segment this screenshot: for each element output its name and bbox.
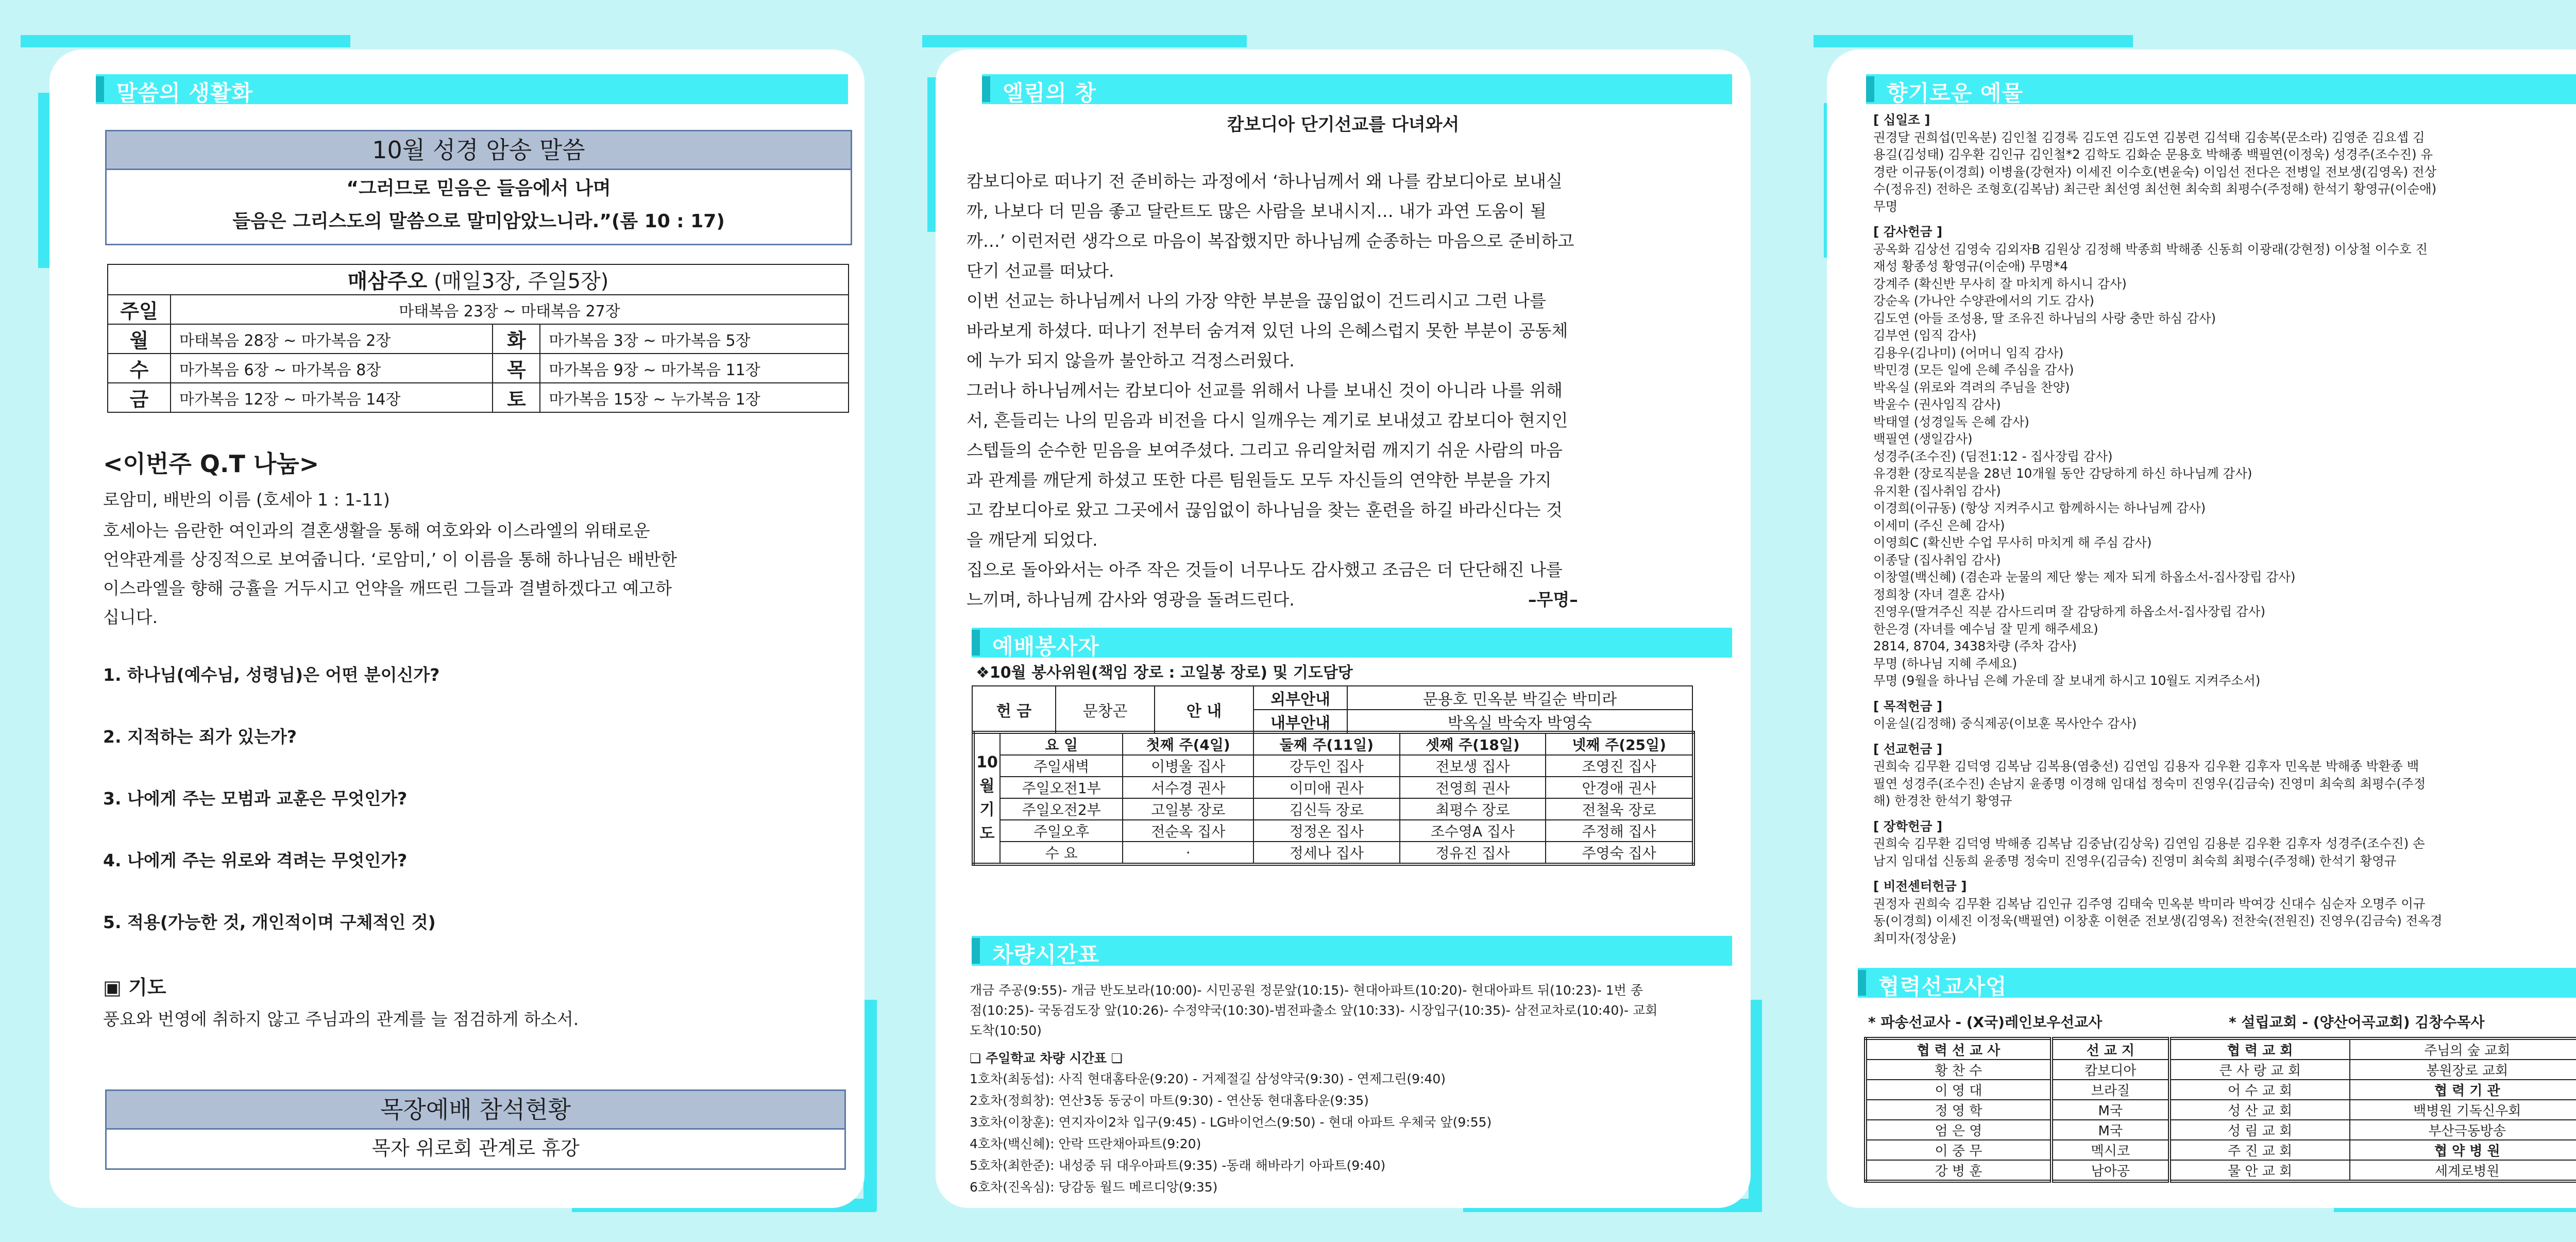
offering-name: 문창곤 — [1056, 686, 1155, 733]
day-label: 화 — [493, 324, 540, 354]
article-line: 그러나 하나님께서는 캄보디아 선교를 위해서 나를 보내신 것이 아니라 나를 위해 — [967, 380, 1563, 400]
offering-line: 정희창 (자녀 결혼 감사) — [1873, 586, 2005, 602]
memory-verse-title: 10월 성경 암송 말씀 — [107, 131, 851, 170]
section-header — [972, 628, 1732, 658]
offering-line: 성경주(조수진) (딤전1:12 - 집사장립 감사) — [1873, 448, 2113, 464]
weekly-title-note: (매일3장, 주일5장) — [433, 270, 609, 293]
offering-line: 동(이경희) 이세진 이정욱(백필연) 이창훈 이현준 전보생(김영옥) 전찬숙(전원진) 진영우(김금숙) 전옥경 — [1873, 913, 2443, 928]
reading-text: 마가복음 9장 ~ 마가복음 11장 — [540, 354, 849, 383]
offering-line: 진영우(딸겨주신 직분 감사드리며 잘 감당하게 하옵소서-집사장립 감사) — [1873, 604, 2266, 619]
section-header — [982, 74, 1732, 104]
offering-line: 무명 — [1873, 198, 1898, 214]
schedule-cell: 조수영A 집사 — [1400, 820, 1546, 842]
section-header — [1858, 968, 2576, 998]
offering-line: 경란 이규동(이경희) 이병율(강현자) 이세진 이수호(변윤숙) 이임선 전다은 전병일 전보생(김영옥) 전상 — [1873, 164, 2437, 179]
offering-line: 박민경 (모든 일에 은혜 주심을 감사) — [1873, 362, 2074, 377]
offering-line — [1873, 690, 2576, 698]
offering-line: 해) 한경찬 한석기 황영규 — [1873, 793, 2012, 808]
article-line: 느끼며, 하나님께 감사와 영광을 돌려드린다. — [967, 590, 1295, 610]
mission-cell: 이 영 대 — [1866, 1080, 2052, 1100]
section-title: 엘림의 창 — [1003, 80, 1096, 106]
reading-text: 마가복음 3장 ~ 마가복음 5장 — [540, 324, 849, 354]
mission-cell: 엄 은 영 — [1866, 1120, 2052, 1140]
offering-line: 무명 (하나님 지혜 주세요) — [1873, 656, 2018, 671]
offering-line: 수(정유진) 전하은 조형호(김복남) 최근란 최선영 최선현 최숙희 최평수(주정해) 한석기 황영규(이순애) — [1873, 181, 2437, 196]
offering-line — [1873, 869, 2576, 878]
schedule-cell: 주정해 집사 — [1546, 820, 1693, 842]
servers-title: ❖10월 봉사위원(책임 장로 : 고일봉 장로) 및 기도담당 — [976, 664, 1353, 682]
mission-cell: 주님의 숲 교회 — [2350, 1038, 2576, 1060]
schedule-cell: 주일오전1부 — [1000, 777, 1123, 798]
reading-text: 마가복음 12장 ~ 마가복음 14장 — [171, 383, 493, 412]
article-line: 단기 선교를 떠났다. — [967, 261, 1114, 281]
offering-line — [1873, 810, 2576, 818]
schedule-header: 둘째 주(11일) — [1253, 732, 1400, 755]
attendance-box — [105, 1089, 846, 1170]
schedule-cell: 고일봉 장로 — [1123, 798, 1253, 820]
offering-line: 김도연 (아들 조성용, 딸 조유진 하나님의 사랑 충만 하심 감사) — [1873, 310, 2216, 326]
offering-line: 박태열 (성경일독 은혜 감사) — [1873, 414, 2029, 429]
mission-left-title: * 파송선교사 - (X국)레인보우선교사 — [1868, 1014, 2103, 1031]
mission-cell: M국 — [2052, 1100, 2170, 1120]
mission-cell: 물 안 교 회 — [2170, 1160, 2350, 1181]
offering-line: 한은경 (자녀를 예수님 잘 믿게 해주세요) — [1873, 621, 2098, 636]
offerings-list — [1873, 111, 2576, 947]
offering-line: 강계주 (확신반 무사히 잘 마치게 하시니 감사) — [1873, 276, 2127, 291]
memory-verse-box — [105, 130, 852, 245]
month-label-char: 10 — [976, 753, 998, 771]
weekly-title: 매삼주오 — [347, 270, 428, 293]
day-label: 수 — [108, 354, 171, 383]
schedule-cell: · — [1123, 842, 1253, 864]
frame-accent — [1814, 35, 2133, 47]
schedule-header: 셋째 주(18일) — [1400, 732, 1546, 755]
attendance-title: 목장예배 참석현황 — [107, 1091, 844, 1130]
mission-cell: 정 영 학 — [1866, 1100, 2052, 1120]
offering-line: 김용우(김나미) (어머니 임직 감사) — [1873, 345, 2064, 360]
left-panel — [49, 49, 865, 1208]
offering-line: 강순옥 (가나안 수양관에서의 기도 감사) — [1873, 293, 2094, 308]
bus-line: 도착(10:50) — [970, 1023, 1042, 1038]
offering-line: 권희숙 김무환 김덕영 박해종 김복남 김중남(김상욱) 김연임 김용분 김우환 김후자 성경주(조수진) 손 — [1873, 836, 2425, 851]
offering-line: 권경달 권희섭(민옥분) 김인철 김경록 김도연 김도연 김봉련 김석태 김송복(문소라) 김영준 김요셉 김 — [1873, 129, 2425, 145]
schedule-cell: 정세나 집사 — [1253, 842, 1400, 864]
mission-cell: 이 중 무 — [1866, 1140, 2052, 1160]
mission-right-title: * 설립교회 - (양산어곡교회) 김창수목사 — [2229, 1014, 2485, 1031]
section-header — [96, 74, 848, 104]
qt-question: 4. 나에게 주는 위로와 격려는 무엇인가? — [103, 850, 408, 870]
mission-cell: 남아공 — [2052, 1160, 2170, 1181]
mission-cell: 세계로병원 — [2350, 1160, 2576, 1181]
qt-question: 1. 하나님(예수님, 성령님)은 어떤 분이신가? — [103, 665, 440, 685]
schedule-cell: 정정온 집사 — [1253, 820, 1400, 842]
schedule-cell: 주일오전2부 — [1000, 798, 1123, 820]
mission-cell: 캄보디아 — [2052, 1060, 2170, 1080]
mission-cell: 부산극동방송 — [2350, 1120, 2576, 1140]
bus-line: 점(10:25)- 국동검도장 앞(10:26)- 수정약국(10:30)-범전파출소 앞(10:33)- 시장입구(10:35)- 삼전교차로(10:40)- 교회 — [970, 1003, 1658, 1018]
mission-cell: 주 진 교 회 — [2170, 1140, 2350, 1160]
section-title: 향기로운 예물 — [1887, 80, 2024, 106]
offering-line: 이종달 (집사취임 감사) — [1873, 552, 2001, 567]
offering-line: 박옥실 (위로와 격려의 주님을 찬양) — [1873, 379, 2070, 395]
mission-cell: 멕시코 — [2052, 1140, 2170, 1160]
sunday-school-bus-line: 4호차(백신혜): 안락 뜨란채아파트(9:20) — [970, 1136, 1201, 1151]
bus-line: 개금 주공(9:55)- 개금 반도보라(10:00)- 시민공원 정문앞(10:15)- 현대아파트(10:20)- 현대아파트 뒤(10:23)- 1번 종 — [970, 983, 1643, 998]
month-label-char: 기 — [979, 801, 995, 819]
prayer-title: ▣ 기도 — [103, 976, 166, 999]
offering-line — [1873, 215, 2576, 223]
sunday-school-bus-line: 2호차(정희창): 연산3동 동궁이 마트(9:30) - 연산동 현대홈타운(9:35) — [970, 1093, 1369, 1108]
mission-header: 선 교 지 — [2052, 1038, 2170, 1060]
section-title: 차량시간표 — [992, 942, 1099, 967]
sunday-school-bus-title: ❏ 주일학교 차량 시간표 ❏ — [970, 1051, 1123, 1066]
day-label: 목 — [493, 354, 540, 383]
sunday-school-bus-line: 3호차(이창훈): 연지자이2차 입구(9:45) - LG바이언스(9:50) - 현대 아파트 우체국 앞(9:55) — [970, 1115, 1492, 1130]
schedule-cell: 김신득 장로 — [1253, 798, 1400, 820]
qt-title: <이번주 Q.T 나눔> — [103, 450, 319, 478]
mission-cell: 협 약 병 원 — [2350, 1140, 2576, 1160]
offering-line: 재성 황종성 황영규(이순애) 무명*4 — [1873, 259, 2068, 274]
schedule-cell: 주영숙 집사 — [1546, 842, 1693, 864]
offering-line: [ 십일조 ] — [1873, 112, 1930, 127]
prayer-schedule-table — [972, 731, 1695, 866]
section-header — [1866, 74, 2576, 104]
qt-body-line: 십니다. — [103, 607, 158, 627]
offering-line: 권희숙 김무환 김덕영 김복남 김복용(염충선) 김연임 김용자 김우환 김후자 민옥분 박해종 박환종 백 — [1873, 759, 2419, 774]
offering-guide-table — [972, 685, 1693, 734]
schedule-cell: 최평수 장로 — [1400, 798, 1546, 820]
offering-line: 백필연 (생일감사) — [1873, 431, 1973, 446]
frame-accent — [38, 93, 49, 268]
qt-body-line: 호세아는 음란한 여인과의 결혼생활을 통해 여호와와 이스라엘의 위태로운 — [103, 521, 650, 541]
qt-body-line: 언약관계를 상징적으로 보여줍니다. ‘로암미,’ 이 이름을 통해 하나님은 배반한 — [103, 549, 677, 569]
mission-cell: 협 력 기 관 — [2350, 1080, 2576, 1100]
day-label: 월 — [108, 324, 171, 354]
article-line: 까, 나보다 더 믿음 좋고 달란트도 많은 사람을 보내시지… 내가 과연 도움이 될 — [967, 201, 1547, 221]
mission-cell: 황 찬 수 — [1866, 1060, 2052, 1080]
offering-line: 김부연 (임직 감사) — [1873, 328, 1977, 343]
article-line: 과 관계를 깨닫게 하셨고 또한 다른 팀원들도 모두 자신들의 연약한 부분을 가지 — [967, 470, 1552, 490]
schedule-cell: 주일오후 — [1000, 820, 1123, 842]
offering-line: 필연 성경주(조수진) 손남지 윤종명 이경해 임대섭 정숙미 진영우(김금숙) 진영미 최숙희 최평수(주정 — [1873, 776, 2426, 791]
qt-question: 2. 지적하는 죄가 있는가? — [103, 727, 297, 747]
article-line: 서, 흔들리는 나의 믿음과 비전을 다시 일깨우는 계기로 보내셨고 캄보디아 현지인 — [967, 410, 1568, 430]
article-line: 캄보디아로 떠나기 전 준비하는 과정에서 ‘하나님께서 왜 나를 캄보디아로 보내실 — [967, 171, 1563, 191]
schedule-cell: 안경애 권사 — [1546, 777, 1693, 798]
inside-guide-label: 내부안내 — [1253, 710, 1347, 733]
schedule-cell: 정유진 집사 — [1400, 842, 1546, 864]
mission-header: 협 력 선 교 사 — [1866, 1038, 2052, 1060]
inside-guide-names: 박옥실 박숙자 박영숙 — [1347, 710, 1692, 733]
sunday-school-bus-line: 1호차(최동섭): 사직 현대홈타운(9:20) - 거제절길 삼성약국(9:30) - 연제그린(9:40) — [970, 1071, 1446, 1086]
mission-cell: 어 수 교 회 — [2170, 1080, 2350, 1100]
article-author: –무명– — [1528, 590, 1578, 610]
reading-text: 마태복음 28장 ~ 마가복음 2장 — [171, 324, 493, 354]
offering-line: 최미자(정상윤) — [1873, 930, 1957, 946]
schedule-header: 요 일 — [1000, 732, 1123, 755]
offering-line: [ 감사헌금 ] — [1873, 224, 1943, 239]
schedule-cell: 전보생 집사 — [1400, 755, 1546, 777]
mission-cell: 강 병 훈 — [1866, 1160, 2052, 1181]
offering-line: [ 목적헌금 ] — [1873, 698, 1943, 714]
schedule-cell: 이병울 집사 — [1123, 755, 1253, 777]
right-panel — [1827, 49, 2576, 1208]
reading-text: 마가복음 15장 ~ 누가복음 1장 — [540, 383, 849, 412]
offering-line — [1873, 732, 2576, 741]
guide-label: 안 내 — [1155, 686, 1253, 733]
offering-line: [ 장학헌금 ] — [1873, 818, 1943, 834]
article-title: 캄보디아 단기선교를 다녀와서 — [1227, 114, 1460, 135]
frame-accent — [922, 35, 1247, 47]
schedule-cell: 주일새벽 — [1000, 755, 1123, 777]
article-line: 을 깨닫게 되었다. — [967, 530, 1098, 550]
offering-label: 헌 금 — [972, 686, 1056, 733]
sunday-school-bus-line: 5호차(최한준): 내성중 뒤 대우아파트(9:35) -동래 해바라기 아파트(9:40) — [970, 1158, 1386, 1173]
month-label — [973, 732, 1000, 864]
article-line: 까…’ 이런저런 생각으로 마음이 복잡했지만 하나님께 순종하는 마음으로 준비하고 — [967, 231, 1574, 251]
prayer-text: 풍요와 번영에 취하지 않고 주님과의 관계를 늘 점검하게 하소서. — [103, 1009, 579, 1029]
offering-line: [ 비전센터헌금 ] — [1873, 879, 1967, 894]
offering-line: 이경희(이규동) (항상 지켜주시고 함께하시는 하나님께 감사) — [1873, 500, 2206, 515]
qt-passage: 로암미, 배반의 이름 (호세아 1 : 1-11) — [103, 490, 390, 510]
mission-cell: 브라질 — [2052, 1080, 2170, 1100]
qt-question: 5. 적용(가능한 것, 개인적이며 구체적인 것) — [103, 912, 436, 932]
schedule-cell: 이미애 권사 — [1253, 777, 1400, 798]
middle-panel — [936, 49, 1751, 1208]
article-line: 집으로 돌아와서는 아주 작은 것들이 너무나도 감사했고 조금은 더 단단해진 나를 — [967, 560, 1563, 580]
offering-line: 유지환 (집사취임 감사) — [1873, 483, 2001, 498]
article-line: 바라보게 하셨다. 떠나기 전부터 숨겨져 있던 나의 은혜스럽지 못한 부분이 공동체 — [967, 321, 1568, 341]
memory-verse-line1: “그러므로 믿음은 들음에서 나며 — [346, 178, 611, 199]
offering-line: 남지 임대섭 신동희 윤종명 정숙미 진영우(김금숙) 진영미 최숙희 최평수(주정해) 한석기 황영규 — [1873, 853, 2397, 868]
schedule-cell: 전영희 권사 — [1400, 777, 1546, 798]
schedule-header: 첫째 주(4일) — [1123, 732, 1253, 755]
offering-line: 이영희C (확신반 수업 무사히 마치게 해 주심 감사) — [1873, 535, 2152, 550]
reading-text: 마가복음 6장 ~ 마가복음 8장 — [171, 354, 493, 383]
schedule-cell: 수 요 — [1000, 842, 1123, 864]
mission-cell: 성 산 교 회 — [2170, 1100, 2350, 1120]
schedule-cell: 서수경 권사 — [1123, 777, 1253, 798]
article-line: 고 캄보디아로 왔고 그곳에서 끊임없이 하나님을 찾는 훈련을 하길 바라신다는 것 — [967, 500, 1563, 520]
frame-accent — [863, 1000, 877, 1211]
reading-text: 마태복음 23장 ~ 마태복음 27장 — [171, 295, 849, 324]
day-label: 주일 — [108, 295, 171, 324]
month-label-char: 도 — [979, 825, 995, 843]
section-title: 협력선교사업 — [1878, 974, 2007, 999]
offering-line: 용길(김성태) 김우환 김인규 김인철*2 김학도 김화순 문용호 박해종 백필연(이정욱) 성경주(조수진) 유 — [1873, 147, 2433, 162]
offering-line: 권정자 권희숙 김무환 김복남 김인규 김주영 김태숙 민옥분 박미라 박여강 신대수 심순자 오명주 이규 — [1873, 896, 2426, 911]
mission-cell: 봉원장로 교회 — [2350, 1060, 2576, 1080]
offering-line: 2814, 8704, 3438차량 (주차 감사) — [1873, 639, 2077, 653]
outside-guide-label: 외부안내 — [1253, 686, 1347, 710]
day-label: 토 — [493, 383, 540, 412]
outside-guide-names: 문용호 민옥분 박길순 박미라 — [1347, 686, 1692, 710]
schedule-cell: 강두인 집사 — [1253, 755, 1400, 777]
offering-line: 이창열(백신혜) (겸손과 눈물의 제단 쌓는 제자 되게 하옵소서-집사장립 감사) — [1873, 569, 2296, 584]
article-line: 이번 선교는 하나님께서 나의 가장 약한 부분을 끊임없이 건드리시고 그런 나를 — [967, 291, 1546, 311]
section-title: 말씀의 생활화 — [116, 80, 253, 106]
schedule-header: 넷째 주(25일) — [1546, 732, 1693, 755]
offering-line: 무명 (9월을 하나님 은혜 가운데 잘 보내게 하시고 10월도 지켜주소서) — [1873, 673, 2261, 688]
mission-cell: M국 — [2052, 1120, 2170, 1140]
qt-body-line: 이스라엘을 향해 긍휼을 거두시고 언약을 깨뜨린 그들과 결별하겠다고 예고하 — [103, 578, 672, 598]
offering-line: 박윤수 (권사임직 감사) — [1873, 397, 2001, 412]
memory-verse-line2: 들음은 그리스도의 말씀으로 말미암았느니라.”(롬 10 : 17) — [232, 211, 725, 232]
offering-line: 유경환 (장로직분을 28년 10개월 동안 감당하게 하신 하나님께 감사) — [1873, 466, 2252, 481]
weekly-reading-table — [107, 264, 849, 413]
day-label: 금 — [108, 383, 171, 412]
offering-line: 이세미 (주신 은혜 감사) — [1873, 517, 2005, 533]
offering-line: 공옥화 김상선 김영숙 김외자B 김원상 김정해 박종희 박해종 신동희 이광래(강현정) 이상철 이수호 진 — [1873, 241, 2428, 257]
month-label-char: 월 — [979, 777, 995, 795]
mission-cell: 성 림 교 회 — [2170, 1120, 2350, 1140]
mission-header: 협 력 교 회 — [2170, 1038, 2350, 1060]
mission-cell: 큰 사 랑 교 회 — [2170, 1060, 2350, 1080]
article-line: 에 누가 되지 않을까 불안하고 걱정스러웠다. — [967, 350, 1295, 371]
section-title: 예배봉사자 — [992, 634, 1099, 659]
frame-accent — [21, 35, 350, 47]
offering-line: [ 선교헌금 ] — [1873, 741, 1943, 757]
article-line: 스텝들의 순수한 믿음을 보여주셨다. 그리고 유리알처럼 깨지기 쉬운 사람의 마음 — [967, 440, 1563, 460]
offering-line: 이윤실(김정해) 중식제공(이보훈 목사안수 감사) — [1873, 716, 2137, 731]
mission-table — [1864, 1037, 2576, 1183]
schedule-cell: 전철욱 장로 — [1546, 798, 1693, 820]
qt-question: 3. 나에게 주는 모범과 교훈은 무엇인가? — [103, 788, 408, 809]
schedule-cell: 조영진 집사 — [1546, 755, 1693, 777]
mission-cell: 백병원 기독신우회 — [2350, 1100, 2576, 1120]
section-header — [972, 936, 1732, 966]
attendance-text: 목자 위로회 관계로 휴강 — [371, 1137, 580, 1160]
schedule-cell: 전순옥 집사 — [1123, 820, 1253, 842]
sunday-school-bus-line: 6호차(진옥심): 당감동 월드 메르디앙(9:35) — [970, 1180, 1218, 1195]
